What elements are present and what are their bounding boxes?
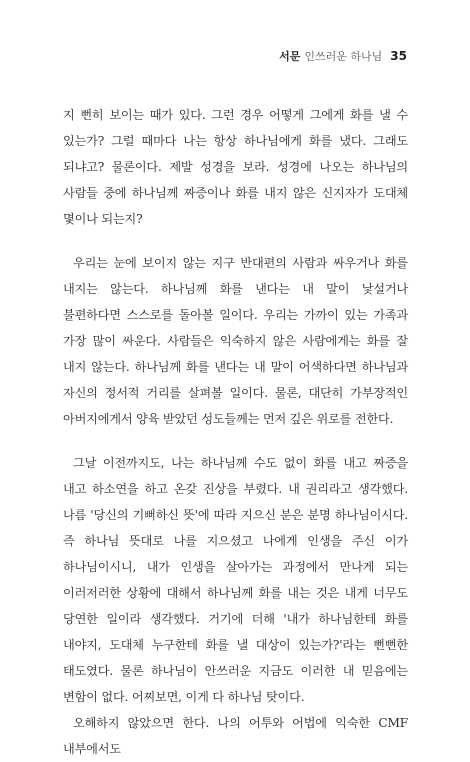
paragraph-continued: 지 뻔히 보이는 때가 있다. 그런 경우 어떻게 그에게 화를 낼 수 있는가? 그럴 때마다 나는 항상 하나님에게 화를 냈다. 그래도 되냐고? 물론이다. 제발 성경을 보라. 성경에 나오는 하나님의 사람들 중에 하나님께 짜증이나 화를 내지 않은 신지자가 도대체 몇이나 되는지? (63, 108, 408, 226)
section-title: 서문 (279, 50, 301, 63)
body-text (63, 102, 408, 762)
running-head (279, 48, 407, 64)
paragraph: 오해하지 않았으면 한다. 나의 어투와 어법에 익숙한 CMF 내부에서도 (63, 716, 408, 756)
paragraph: 그날 이전까지도, 나는 하나님께 수도 없이 화를 내고 짜증을 내고 하소연을 하고 온갖 진상을 부렸다. 내 권리라고 생각했다. 나름 '당신의 기뻐하신 뜻'에 따라 지으신 분은 분명 하나님이시다. 즉 하나님 뜻대로 나를 지으셨고 나에게 인생을 주신 이가 하나님이시니, 내가 인생을 살아가는 과정에서 만나게 되는 이러저러한 상황에 대해서 하나님께 화를 내는 것은 내게 너무도 당연한 일이라 생각했다. 거기에 더해 '내가 하나님한테 화를 내야지, 도대체 누구한테 화를 낼 대상이 있는가?'라는 뻔뻔한 태도였다. 물론 하나님이 안쓰러운 지금도 이러한 내 믿음에는 변함이 없다. 어찌보면, 이게 다 하나님 탓이다. (63, 456, 408, 704)
paragraph: 우리는 눈에 보이지 않는 지구 반대편의 사람과 싸우거나 화를 내지는 않는다. 하나님께 화를 낸다는 내 말이 낯설거나 불편하다면 스스로를 돌아볼 일이다. 우리는 가까이 있는 가족과 가장 많이 싸운다. 사람들은 익숙하지 않은 사람에게는 화를 잘 내지 않는다. 하나님께 화를 낸다는 내 말이 어색하다면 하나님과 자신의 정서적 거리를 살펴볼 일이다. 물론, 대단히 가부장적인 아버지에게서 양육 받았던 성도들께는 먼저 깊은 위로를 전한다. (63, 256, 408, 426)
chapter-title: 인쓰러운 하나님 (304, 50, 383, 63)
page-number: 35 (390, 49, 407, 63)
